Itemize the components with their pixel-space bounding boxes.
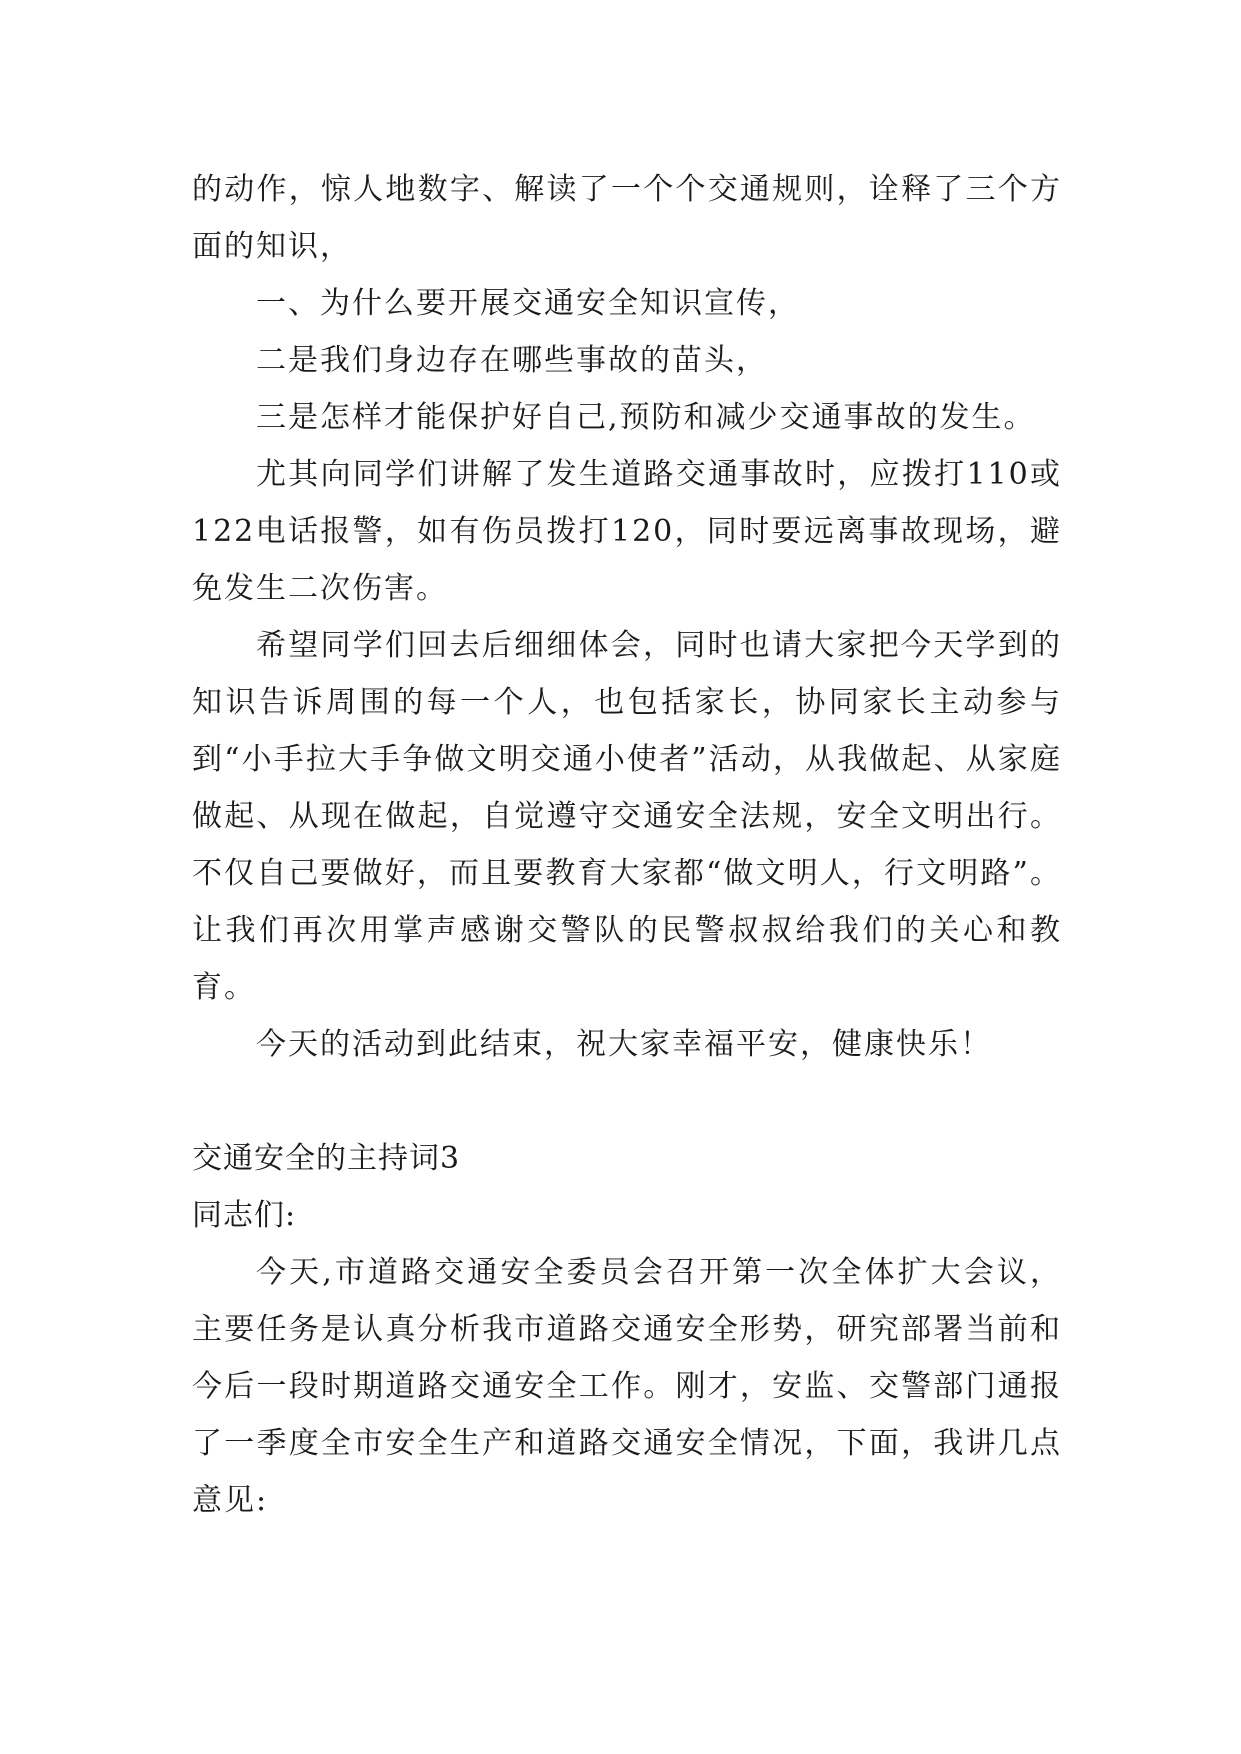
paragraph-emergency-calls: 尤其向同学们讲解了发生道路交通事故时，应拨打110或122电话报警，如有伤员拨打120，同时要远离事故现场，避免发生二次伤害。: [192, 457, 1062, 606]
paragraph-point-two: 二是我们身边存在哪些事故的苗头，: [256, 343, 768, 378]
paragraph-point-three: 三是怎样才能保护好自己,预防和减少交通事故的发生。: [256, 400, 1036, 435]
paragraph-continuation: 的动作，惊人地数字、解读了一个个交通规则，诠释了三个方面的知识，: [192, 172, 1062, 264]
paragraph-point-one: 一、为什么要开展交通安全知识宣传，: [256, 286, 800, 321]
document-body: [192, 161, 1062, 1529]
salutation: 同志们:: [192, 1198, 297, 1233]
paragraph-meeting-intro: 今天,市道路交通安全委员会召开第一次全体扩大会议，主要任务是认真分析我市道路交通安全形势，研究部署当前和今后一段时期道路交通安全工作。刚才，安监、交警部门通报了一季度全市安全生产和道路交通安全情况，下面，我讲几点意见:: [192, 1255, 1062, 1518]
paragraph-closing: 今天的活动到此结束，祝大家幸福平安，健康快乐！: [256, 1027, 992, 1062]
section-title: 交通安全的主持词3: [192, 1141, 461, 1176]
section-spacer: [192, 1073, 1062, 1130]
paragraph-hope: 希望同学们回去后细细体会，同时也请大家把今天学到的知识告诉周围的每一个人，也包括家长，协同家长主动参与到“小手拉大手争做文明交通小使者”活动，从我做起、从家庭做起、从现在做起，自觉遵守交通安全法规，安全文明出行。不仅自己要做好，而且要教育大家都“做文明人，行文明路”。让我们再次用掌声感谢交警队的民警叔叔给我们的关心和教育。: [192, 628, 1062, 1005]
